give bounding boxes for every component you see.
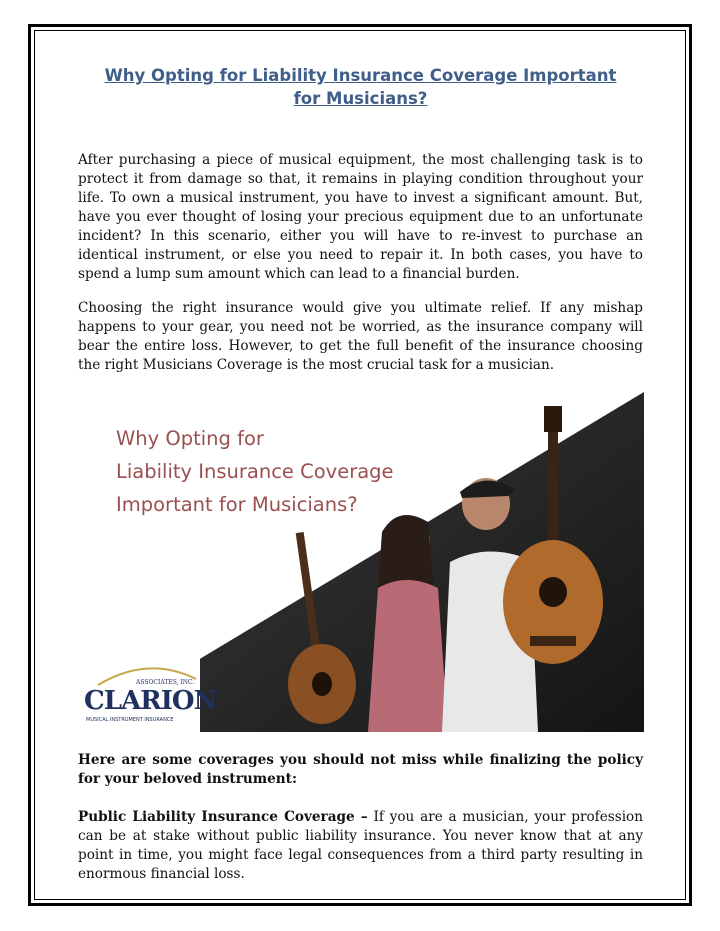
- banner-headline-line-1: Why Opting for: [116, 427, 264, 450]
- title-line-2: for Musicians?: [293, 89, 428, 108]
- public-liability-paragraph: [78, 808, 643, 884]
- clarion-logo: [78, 659, 217, 732]
- public-liability-text: If you are a musician, your profession can be at stake without public liability insurance. You never know that at any point in time, you might face legal consequences from a third party resulting in enormous financial loss.: [78, 809, 643, 882]
- banner-headline-line-2: Liability Insurance Coverage: [116, 460, 394, 483]
- title-line-1: Why Opting for Liability Insurance Coverage Important: [104, 66, 617, 85]
- banner-headline: [116, 422, 476, 521]
- intro-paragraph: After purchasing a piece of musical equipment, the most challenging task is to protect it from damage so that, it remains in playing condition throughout your life. To own a musical instrument, you have to invest a significant amount. But, have you ever thought of losing your precious equipment due to an unfortunate incident? In this scenario, either you will have to re-invest to purchase an identical instrument, or else you need to repair it. In both cases, you have to spend a lump sum amount which can lead to a financial burden.: [78, 152, 643, 282]
- public-liability-heading: Public Liability Insurance Coverage –: [78, 809, 368, 825]
- banner-headline-line-3: Important for Musicians?: [116, 493, 358, 516]
- insurance-paragraph: Choosing the right insurance would give you ultimate relief. If any mishap happens to your gear, you need not be worried, as the insurance company will bear the entire loss. However, to get the full benefit of the insurance choosing the right Musicians Coverage is the most crucial task for a musician.: [78, 300, 643, 373]
- logo-associates-text: ASSOCIATES, INC.: [136, 679, 195, 686]
- coverages-intro: Here are some coverages you should not miss while finalizing the policy for your beloved instrument:: [78, 752, 643, 787]
- banner-image: [78, 392, 644, 732]
- logo-wordmark: CLARION: [84, 686, 217, 716]
- page-title: [78, 64, 643, 110]
- logo-subtitle: MUSICAL INSTRUMENT INSURANCE: [86, 717, 174, 723]
